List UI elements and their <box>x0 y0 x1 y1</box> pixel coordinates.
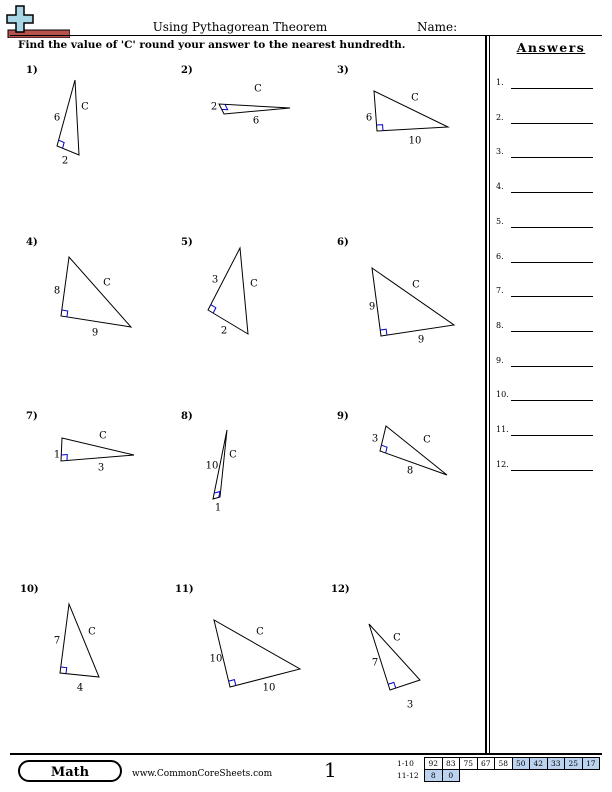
worksheet-title: Using Pythagorean Theorem <box>152 20 328 34</box>
right-angle-marker <box>377 125 383 131</box>
leg-a-label: 3 <box>211 274 219 286</box>
answer-blank-line[interactable] <box>511 227 593 228</box>
score-key-cell: 92 <box>425 758 443 770</box>
hypotenuse-label: C <box>229 449 237 461</box>
hypotenuse-label: C <box>412 279 420 291</box>
answer-number: 11. <box>496 425 509 434</box>
answer-number: 7. <box>496 286 504 296</box>
right-angle-marker <box>214 491 220 497</box>
score-key-cell: 50 <box>512 758 530 770</box>
score-key-range: 1-10 <box>397 759 414 768</box>
leg-b-label: 2 <box>61 155 69 167</box>
answer-blank-line[interactable] <box>511 366 593 367</box>
column-divider-inner <box>489 35 490 753</box>
problem-label: 9) <box>337 411 349 422</box>
answer-blank-line[interactable] <box>511 88 593 89</box>
right-triangle <box>372 268 454 336</box>
score-key-table <box>397 757 600 782</box>
problem-label: 1) <box>26 65 38 76</box>
leg-a-label: 3 <box>371 433 379 445</box>
answer-blank-line[interactable] <box>511 296 593 297</box>
answer-blank-line[interactable] <box>511 331 593 332</box>
problem-label: 12) <box>331 584 350 595</box>
problem-label: 7) <box>26 411 38 422</box>
hypotenuse-label: C <box>256 626 264 638</box>
score-key-cell: 0 <box>442 770 460 782</box>
answer-number: 5. <box>496 216 504 226</box>
leg-a-label: 6 <box>365 112 373 124</box>
right-triangle <box>60 604 99 677</box>
leg-a-label: 10 <box>209 653 223 665</box>
score-key-cell: 25 <box>565 758 583 770</box>
problem-label: 6) <box>337 237 349 248</box>
answer-number: 12. <box>496 459 509 469</box>
answer-number: 3. <box>496 147 504 157</box>
leg-b-label: 4 <box>76 682 84 694</box>
problem-label: 11) <box>175 584 194 595</box>
right-angle-marker <box>222 104 228 109</box>
answer-blank-line[interactable] <box>511 192 593 193</box>
hypotenuse-label: C <box>423 434 431 446</box>
score-key-cell: 83 <box>442 758 460 770</box>
answer-blank-line[interactable] <box>511 400 593 401</box>
leg-b-label: 3 <box>97 462 105 474</box>
hypotenuse-label: C <box>99 430 107 442</box>
right-triangle <box>57 80 79 155</box>
hypotenuse-label: C <box>250 278 258 290</box>
answer-number: 1. <box>496 78 504 87</box>
score-key-row <box>397 770 600 782</box>
score-key-cell: 58 <box>495 758 513 770</box>
right-triangle <box>61 438 134 461</box>
problem-label: 3) <box>337 65 349 76</box>
answer-number: 2. <box>496 112 504 122</box>
leg-b-label: 9 <box>91 327 99 339</box>
leg-b-label: 1 <box>214 502 222 514</box>
score-key-cell: 8 <box>425 770 443 782</box>
score-key-cell: 17 <box>582 758 600 770</box>
leg-a-label: 7 <box>53 635 61 647</box>
leg-a-label: 1 <box>53 449 61 461</box>
instructions: Find the value of 'C' round your answer to the nearest hundredth. <box>18 39 406 51</box>
leg-a-label: 6 <box>53 112 61 124</box>
problem-label: 4) <box>26 237 38 248</box>
answer-number: 4. <box>496 182 504 192</box>
leg-a-label: 10 <box>205 460 219 472</box>
leg-b-label: 2 <box>220 325 228 337</box>
right-triangle <box>219 104 290 114</box>
leg-a-label: 2 <box>210 101 218 113</box>
hypotenuse-label: C <box>393 632 401 644</box>
answer-number: 10. <box>496 390 509 400</box>
score-key-row <box>397 758 600 770</box>
right-angle-marker <box>61 667 67 674</box>
math-badge: Math <box>18 760 122 782</box>
right-triangle <box>380 426 447 475</box>
hypotenuse-label: C <box>411 92 419 104</box>
hypotenuse-label: C <box>254 83 262 95</box>
score-key-cell: 67 <box>477 758 495 770</box>
site-url: www.CommonCoreSheets.com <box>132 769 273 779</box>
problem-label: 10) <box>20 584 39 595</box>
name-label: Name: <box>417 20 458 34</box>
problem-label: 8) <box>181 411 193 422</box>
leg-a-label: 9 <box>368 301 376 313</box>
leg-b-label: 6 <box>252 115 260 127</box>
score-key-range: 11-12 <box>397 771 419 780</box>
answer-number: 6. <box>496 251 504 261</box>
answers-heading: Answers <box>516 40 586 55</box>
leg-b-label: 10 <box>262 682 276 694</box>
leg-b-label: 10 <box>408 135 422 147</box>
leg-b-label: 8 <box>406 465 414 477</box>
leg-b-label: 3 <box>406 699 414 711</box>
hypotenuse-label: C <box>81 101 89 113</box>
score-key-cell: 75 <box>460 758 478 770</box>
right-triangle <box>61 257 131 327</box>
footer-divider <box>10 753 602 755</box>
answer-blank-line[interactable] <box>511 123 593 124</box>
hypotenuse-label: C <box>88 626 96 638</box>
answer-blank-line[interactable] <box>511 262 593 263</box>
problem-label: 2) <box>181 65 193 76</box>
column-divider <box>485 35 487 753</box>
hypotenuse-label: C <box>103 277 111 289</box>
right-triangle <box>208 248 248 334</box>
answer-blank-line[interactable] <box>511 435 593 436</box>
score-key-cell: 33 <box>547 758 565 770</box>
answer-number: 8. <box>496 320 504 330</box>
right-angle-marker <box>61 455 67 461</box>
leg-a-label: 8 <box>53 285 61 297</box>
leg-b-label: 9 <box>417 334 425 346</box>
leg-a-label: 7 <box>371 657 379 669</box>
problem-label: 5) <box>181 237 193 248</box>
answer-number: 9. <box>496 355 504 365</box>
page-number: 1 <box>324 758 337 782</box>
score-key-cell: 42 <box>530 758 548 770</box>
answer-blank-line[interactable] <box>511 157 593 158</box>
answer-blank-line[interactable] <box>511 470 593 471</box>
